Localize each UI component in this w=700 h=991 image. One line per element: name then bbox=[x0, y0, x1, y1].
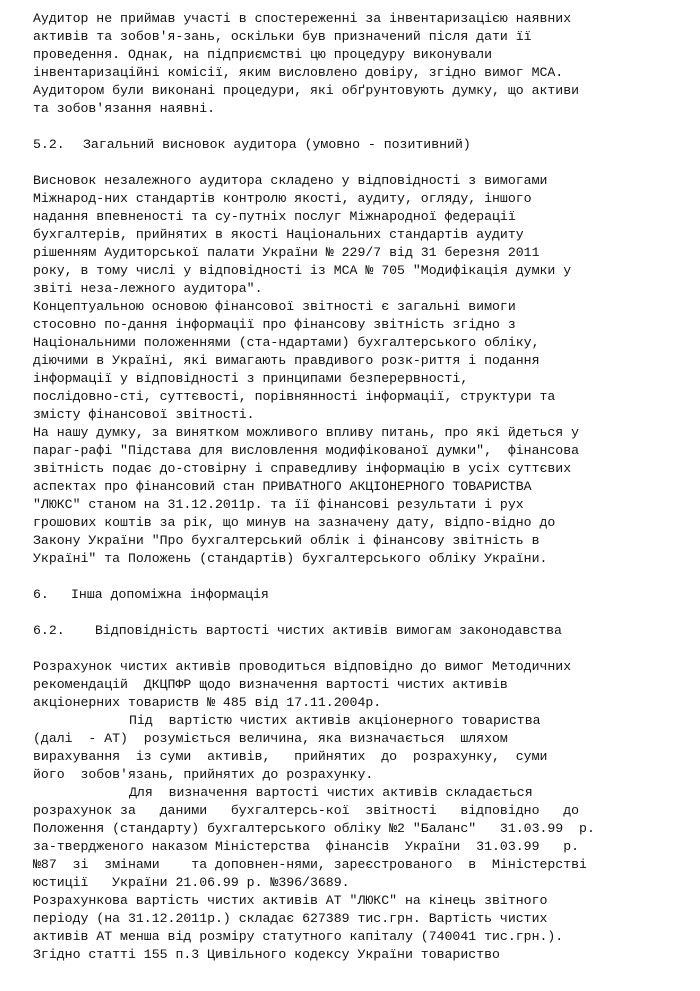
text-line: аспектах про фінансовий стан ПРИВАТНОГО АКЦІОНЕРНОГО ТОВАРИСТВА bbox=[33, 479, 532, 494]
text-line: параг-рафі "Підстава для висловлення модифікованої думки", фінансова bbox=[33, 443, 580, 458]
text-line: грошових коштів за рік, що минув на зазначену дату, відпо-відно до bbox=[33, 515, 556, 530]
text-line: вирахування із суми активів, прийнятих до розрахунку, суми bbox=[33, 749, 548, 764]
paragraph-net-assets-method bbox=[33, 658, 683, 712]
text-line: послідовно-сті, суттєвості, порівнянності інформації, структури та bbox=[33, 389, 556, 404]
section-title: Загальний висновок аудитора (умовно - позитивний) bbox=[83, 137, 471, 152]
section-title: Інша допоміжна інформація bbox=[71, 587, 269, 602]
text-line: надання впевненості та су-путніх послуг Міжнародної федерації bbox=[33, 209, 516, 224]
text-line: проведення. Однак, на підприємстві цю процедуру виконували bbox=[33, 47, 492, 62]
text-line: звітність подає до-стовірну і справедливу інформацію в усіх суттєвих bbox=[33, 461, 572, 476]
section-heading-5-2 bbox=[33, 136, 683, 154]
text-line-indented bbox=[33, 712, 683, 730]
text-line: Положення (стандарту) бухгалтерського обліку №2 "Баланс" 31.03.99 р. bbox=[33, 821, 595, 836]
text-line: періоду (на 31.12.2011р.) складає 627389 тис.грн. Вартість чистих bbox=[33, 911, 548, 926]
text-line: Аудитором були виконані процедури, які обґрунтовують думку, що активи bbox=[33, 83, 580, 98]
document-page bbox=[33, 10, 683, 964]
text-content: Для визначення вартості чистих активів складається bbox=[129, 785, 533, 800]
text-line: бухгалтерів, прийнятих в якості Національних стандартів аудиту bbox=[33, 227, 524, 242]
text-line: активів АТ менша від розміру статутного капіталу (740041 тис.грн.). bbox=[33, 929, 564, 944]
text-line: Міжнарод-них стандартів контролю якості, аудиту, огляду, іншого bbox=[33, 191, 532, 206]
spacer bbox=[33, 568, 683, 586]
section-number: 5.2. bbox=[33, 137, 65, 152]
text-line-indented bbox=[33, 784, 683, 802]
text-line: розрахунок за даними бухгалтерсь-кої звітності відповідно до bbox=[33, 803, 580, 818]
text-line: стосовно по-дання інформації про фінансову звітність згідно з bbox=[33, 317, 516, 332]
spacer bbox=[33, 154, 683, 172]
text-line: року, в тому числі у відповідності із МСА № 705 "Модифікація думки у bbox=[33, 263, 572, 278]
paragraph-inventory-observation bbox=[33, 10, 683, 118]
section-heading-6-2 bbox=[33, 622, 683, 640]
text-line: Національними положеннями (ста-ндартами) бухгалтерського обліку, bbox=[33, 335, 540, 350]
paragraph-net-assets-calculation bbox=[33, 784, 683, 964]
text-line: змісту фінансової звітності. bbox=[33, 407, 255, 422]
spacer bbox=[33, 118, 683, 136]
text-line: Розрахункова вартість чистих активів АТ "ЛЮКС" на кінець звітного bbox=[33, 893, 548, 908]
text-line: активів та зобов'я-зань, оскільки був призначений після дати її bbox=[33, 29, 532, 44]
text-line: (далі - АТ) розуміється величина, яка визначається шляхом bbox=[33, 731, 508, 746]
text-line: Закону України "Про бухгалтерський облік і фінансову звітність в bbox=[33, 533, 540, 548]
text-line: діючими в Україні, які вимагають правдивого розк-риття і подання bbox=[33, 353, 540, 368]
text-line: рекомендацій ДКЦПФР щодо визначення вартості чистих активів bbox=[33, 677, 508, 692]
text-line: інформації у відповідності з принципами безперервності, bbox=[33, 371, 469, 386]
section-title: Відповідність вартості чистих активів вимогам законодавства bbox=[95, 623, 562, 638]
text-line: його зобов'язань, прийнятих до розрахунку. bbox=[33, 767, 374, 782]
text-content: Під вартістю чистих активів акціонерного товариства bbox=[129, 713, 541, 728]
text-line: Україні" та Положень (стандартів) бухгалтерського обліку України. bbox=[33, 551, 548, 566]
text-line: за-твердженого наказом Міністерства фінансів України 31.03.99 р. bbox=[33, 839, 580, 854]
section-number: 6.2. bbox=[33, 623, 65, 638]
text-line: Концептуальною основою фінансової звітності є загальні вимоги bbox=[33, 299, 516, 314]
text-line: рішенням Аудиторської палати України № 229/7 від 31 березня 2011 bbox=[33, 245, 540, 260]
text-line: №87 зі змінами та доповнен-нями, зареєстрованого в Міністерстві bbox=[33, 857, 587, 872]
paragraph-net-assets-definition bbox=[33, 712, 683, 784]
section-number: 6. bbox=[33, 587, 49, 602]
text-line: На нашу думку, за винятком можливого впливу питань, про які йдеться у bbox=[33, 425, 580, 440]
text-line: Висновок незалежного аудитора складено у відповідності з вимогами bbox=[33, 173, 548, 188]
section-heading-6 bbox=[33, 586, 683, 604]
paragraph-auditor-conclusion bbox=[33, 172, 683, 568]
text-line: Розрахунок чистих активів проводиться відповідно до вимог Методичних bbox=[33, 659, 572, 674]
text-line: юстиції України 21.06.99 р. №396/3689. bbox=[33, 875, 350, 890]
text-line: Аудитор не приймав участі в спостереженні за інвентаризацією наявних bbox=[33, 11, 572, 26]
text-line: Згідно статті 155 п.3 Цивільного кодексу України товариство bbox=[33, 947, 500, 962]
text-line: та зобов'язання наявні. bbox=[33, 101, 216, 116]
text-line: звіті неза-лежного аудитора". bbox=[33, 281, 263, 296]
spacer bbox=[33, 640, 683, 658]
text-line: "ЛЮКС" станом на 31.12.2011р. та її фінансові результати і рух bbox=[33, 497, 524, 512]
spacer bbox=[33, 604, 683, 622]
text-line: інвентаризаційні комісії, яким висловлено довіру, згідно вимог МСА. bbox=[33, 65, 564, 80]
text-line: акціонерних товариств № 485 від 17.11.2004р. bbox=[33, 695, 382, 710]
